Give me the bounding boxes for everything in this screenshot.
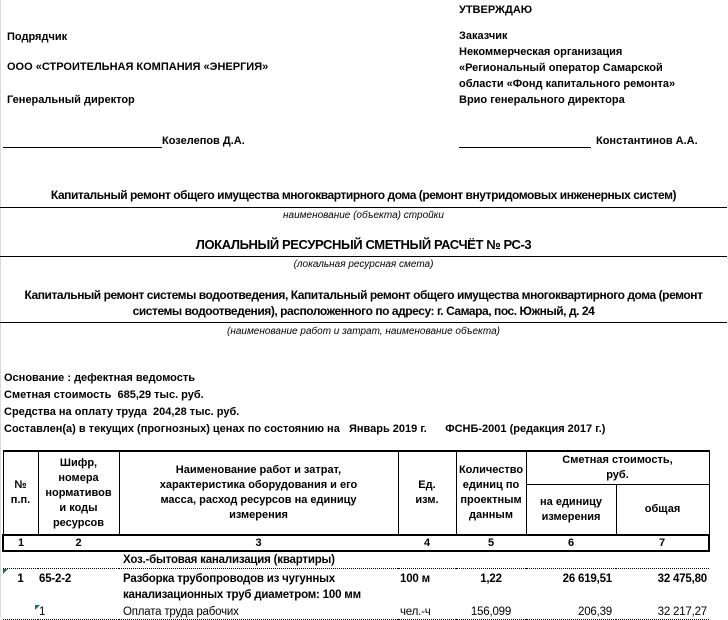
cell-row-number: 1 <box>3 569 38 606</box>
works-name-line: Капитальный ремонт системы водоотведения, Капитальный ремонт общего имущества многоквартирного дома (ремонт <box>24 288 703 302</box>
approve-stamp: УТВЕРЖДАЮ <box>459 4 533 16</box>
document-title-caption: (локальная ресурсная смета) <box>293 259 434 270</box>
cell-unit: чел.-ч <box>398 605 456 620</box>
cell-flag-icon <box>35 605 40 610</box>
works-name-title <box>0 287 727 323</box>
header-col-name: Наименование работ и затрат, характеристика оборудования и его масса, расход ресурсов на единицу измерения <box>119 451 398 535</box>
cell-work-name: Разборка трубопроводов из чугунных канализационных труб диаметром: 100 мм <box>123 573 361 601</box>
cell-total-cost: 32 217,27 <box>616 605 709 620</box>
cell-quantity: 1,22 <box>480 573 502 585</box>
column-number: 7 <box>616 535 709 551</box>
column-number: 6 <box>526 535 616 551</box>
header-col-qty: Количество единиц по проектным данным <box>456 451 526 535</box>
contractor-position: Генеральный директор <box>7 94 135 106</box>
basis-line: Основание : дефектная ведомость <box>4 372 196 384</box>
compiled-in-prices-line: Составлен(а) в текущих (прогнозных) ценах по состоянию на Январь 2019 г. ФСНБ-2001 (редакция 2017 г.) <box>4 423 606 435</box>
header-col-unit: Ед. изм. <box>398 451 456 535</box>
table-row-item <box>3 569 709 606</box>
customer-company-line: «Региональный оператор Самарской <box>459 62 663 74</box>
section-title: Хоз.-бытовая канализация (квартиры) <box>3 551 709 569</box>
customer-company-line: области «Фонд капитального ремонта» <box>459 78 676 90</box>
column-number: 4 <box>398 535 456 551</box>
contractor-role-label: Подрядчик <box>7 31 68 43</box>
customer-company-line: Некоммерческая организация <box>459 46 623 58</box>
cell-unit-cost: 206,39 <box>526 605 616 620</box>
estimate-table <box>2 450 710 620</box>
customer-signature-row <box>459 134 698 148</box>
cell-unit-cost: 26 619,51 <box>562 573 612 585</box>
header-col-cost: Сметная стоимость, руб. <box>526 451 709 485</box>
works-name-caption: (наименование работ и затрат, наименование объекта) <box>226 326 501 337</box>
object-name-caption: наименование (объекта) стройки <box>283 210 444 221</box>
customer-role-label: Заказчик <box>459 30 508 42</box>
cell-flag-icon <box>3 569 8 574</box>
contractor-company-name: ООО «СТРОИТЕЛЬНАЯ КОМПАНИЯ «ЭНЕРГИЯ» <box>7 61 269 73</box>
customer-signature-line <box>459 134 591 148</box>
cell-total-cost: 32 475,80 <box>657 573 708 585</box>
estimate-table-header <box>3 451 709 551</box>
object-name-title: Капитальный ремонт общего имущества многоквартирного дома (ремонт внутридомовых инженерных систем) <box>0 187 727 208</box>
document-title: ЛОКАЛЬНЫЙ РЕСУРСНЫЙ СМЕТНЫЙ РАСЧЁТ № РС-3 <box>0 237 727 257</box>
column-numbers-row <box>3 535 709 551</box>
cell-resource-name: Оплата труда рабочих <box>119 605 398 620</box>
header-col-total: общая <box>616 485 709 536</box>
estimate-cost-line: Сметная стоимость 685,29 тыс. руб. <box>4 389 204 401</box>
header-col-code: Шифр, номера нормативов и коды ресурсов <box>38 451 119 535</box>
cell-row-number <box>3 605 38 620</box>
cell-unit: 100 м <box>400 573 430 585</box>
column-number: 2 <box>38 535 119 551</box>
column-number: 5 <box>456 535 526 551</box>
table-row-resource <box>3 605 709 620</box>
cell-norm-code: 65-2-2 <box>39 573 72 585</box>
contractor-signature-line <box>3 134 162 148</box>
customer-signer-name: Константинов А.А. <box>596 135 698 147</box>
column-number: 1 <box>3 535 38 551</box>
header-col-num: № п.п. <box>3 451 38 535</box>
works-name-line: системы водоотведения), расположенного по адресу: г. Самара, пос. Южный, д. 24 <box>132 304 595 318</box>
contractor-signature-row <box>3 134 245 148</box>
section-header-row <box>3 551 709 569</box>
cell-resource-code: 1 <box>38 605 119 620</box>
customer-position: Врио генерального директора <box>459 94 625 106</box>
contractor-signer-name: Козелепов Д.А. <box>162 135 245 147</box>
labor-funds-line: Средства на оплату труда 204,28 тыс. руб. <box>4 406 240 418</box>
cell-quantity: 156,099 <box>456 605 526 620</box>
header-col-unit-cost: на единицу измерения <box>526 485 616 536</box>
column-number: 3 <box>119 535 398 551</box>
